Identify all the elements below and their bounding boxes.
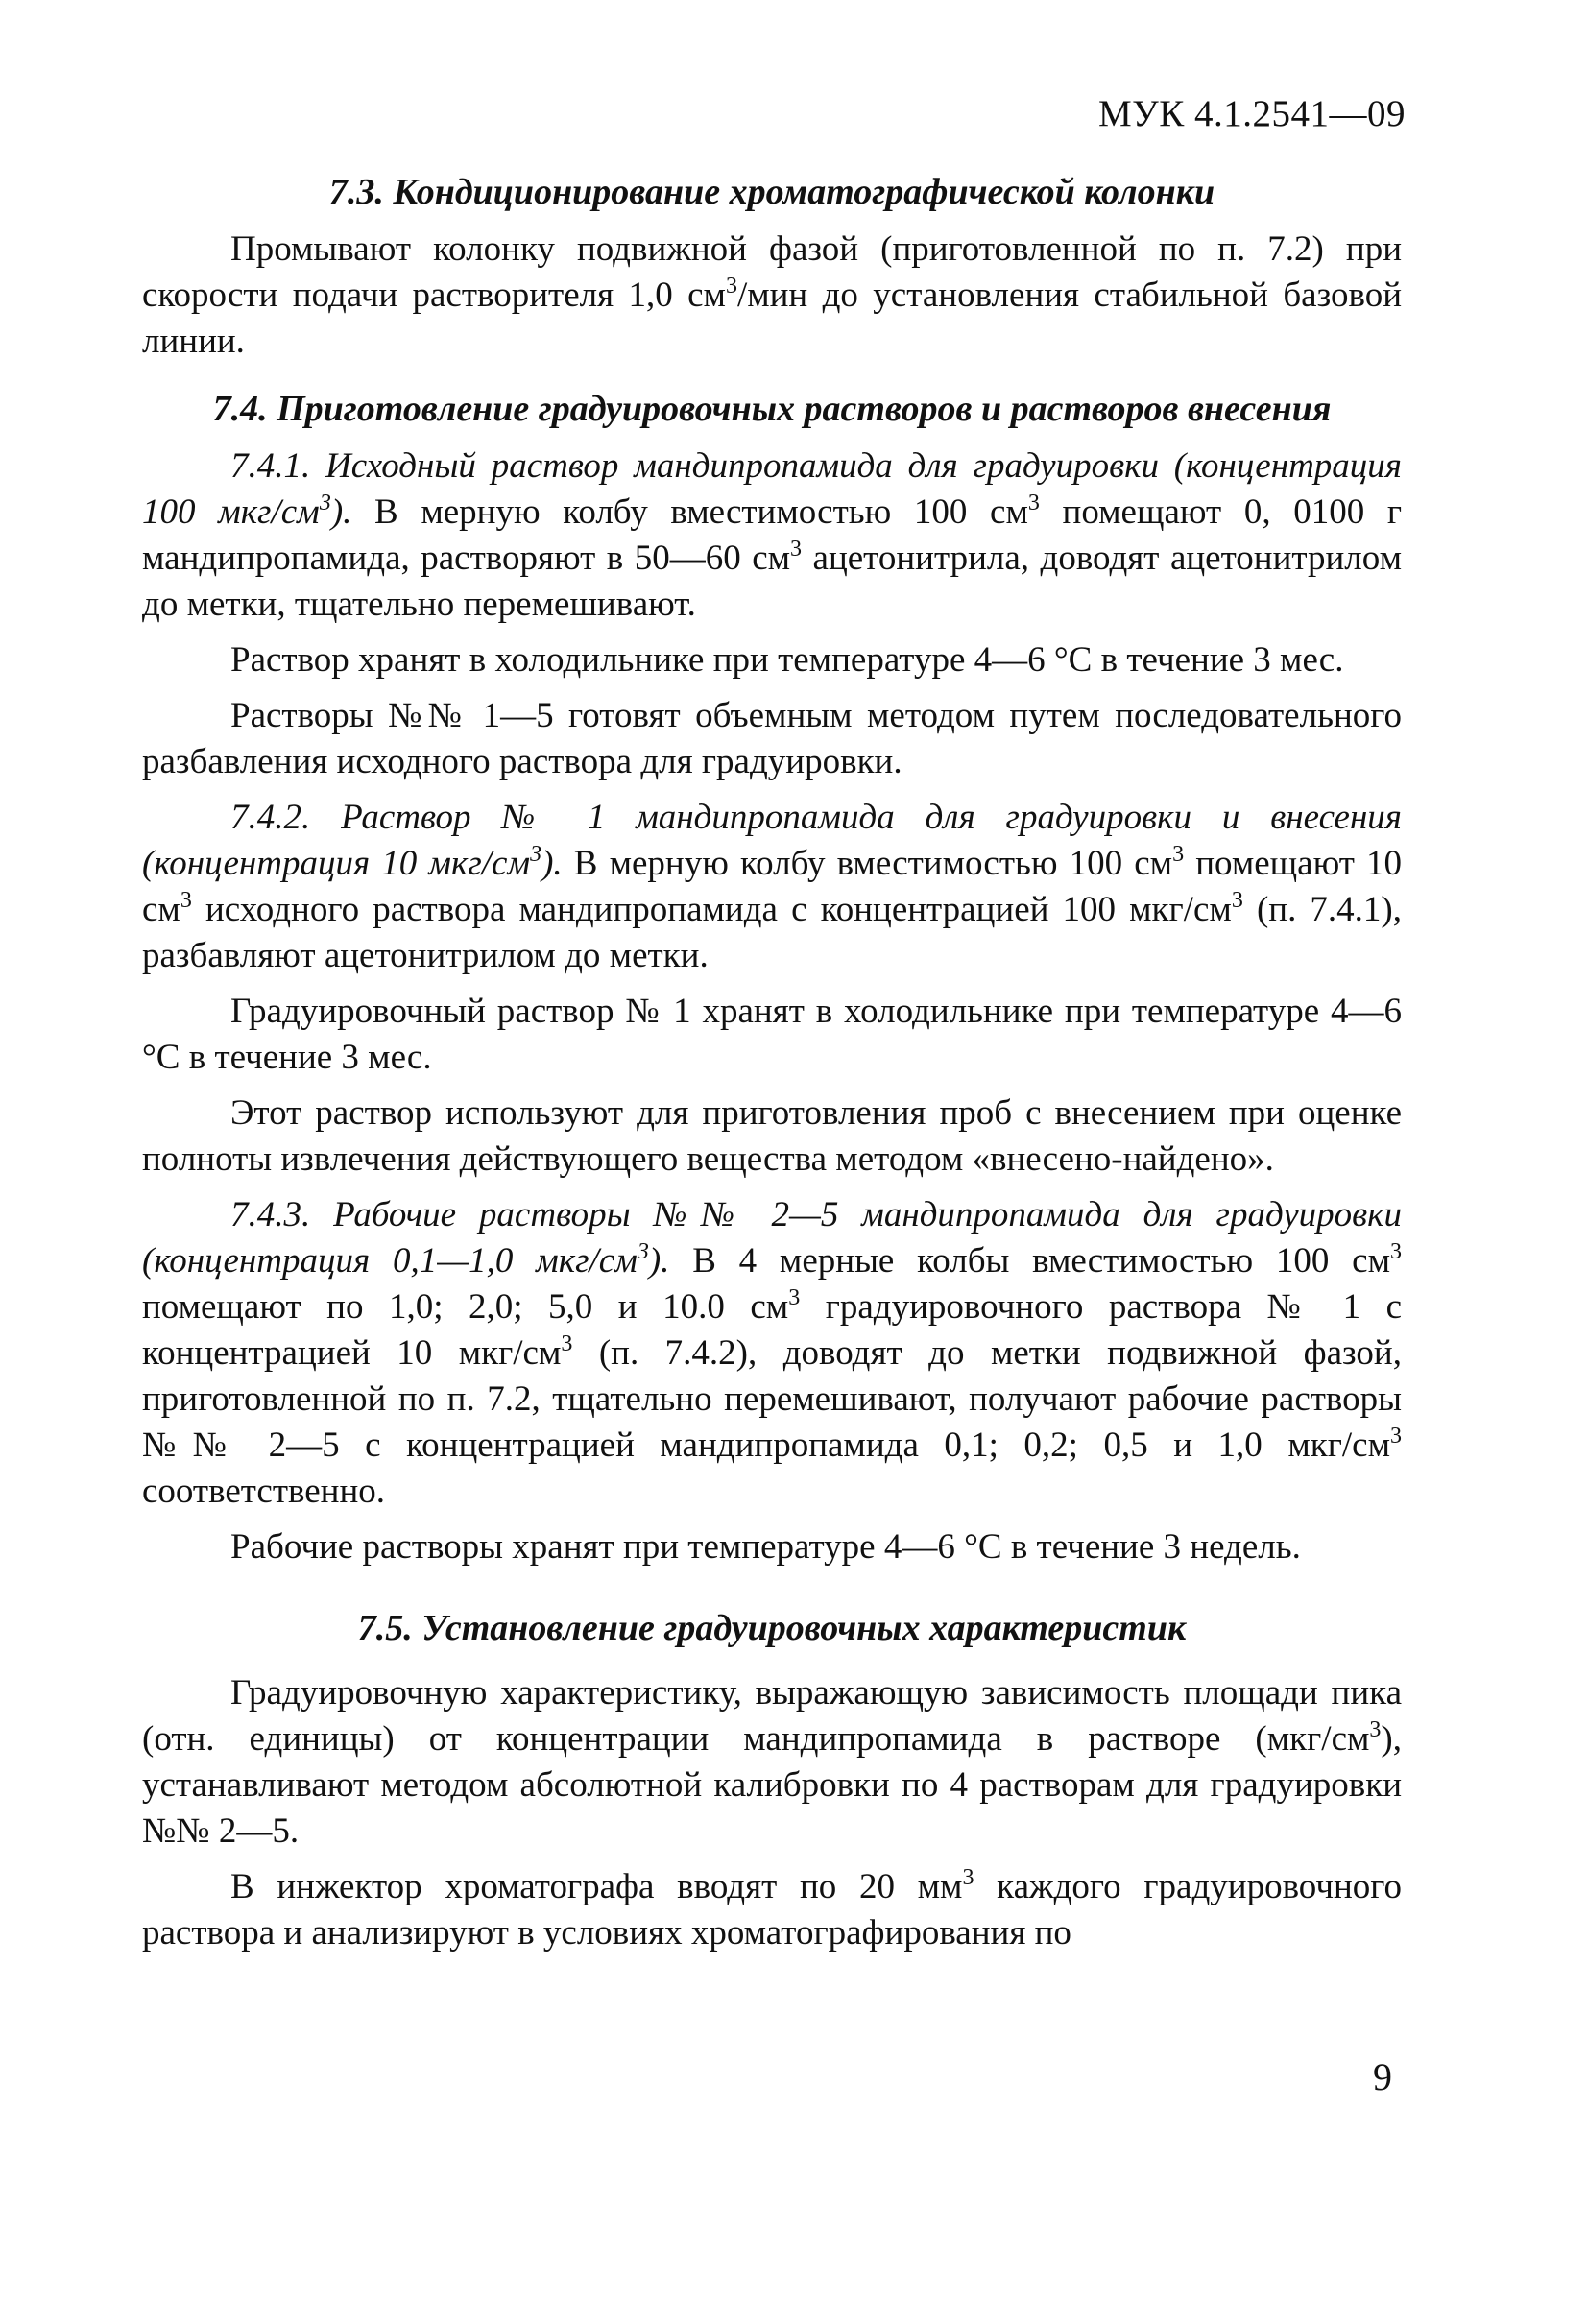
section-7-4-heading: 7.4. Приготовление градуировочных растворов и растворов внесения: [212, 389, 1332, 429]
text-run: помещают 10 см: [142, 844, 1403, 929]
text-run: (п. 7.4.1), разбавляют ацетонитрилом до метки.: [142, 890, 1402, 975]
text-run: В мерную колбу вместимостью 100 см: [351, 492, 1028, 532]
text-run: каждого градуировочного раствора и анализируют в условиях хроматографирования по: [142, 1867, 1403, 1953]
section-7-4-2-paragraph: [142, 795, 1402, 979]
section-7-5-paragraph: [142, 1670, 1402, 1855]
text-run: В 4 мерные колбы вместимостью 100 см: [669, 1241, 1390, 1281]
superscript: 3: [561, 1331, 573, 1356]
page-number: 9: [1373, 2055, 1392, 2098]
dilution-paragraph: Растворы №№ 1—5 готовят объемным методом путем последовательного разбавления исходного раствора для градуировки.: [142, 696, 1402, 781]
storage-paragraph: Градуировочный раствор № 1 хранят в холодильнике при температуре 4—6 °С в течение 3 мес.: [142, 992, 1402, 1077]
superscript: 3: [962, 1865, 974, 1890]
text-run: Градуировочную характеристику, выражающую зависимость площади пика (отн. единицы) от концентрации мандипропамида в растворе (мкг/см: [142, 1673, 1402, 1759]
text-run: помещают по 1,0; 2,0; 5,0 и 10.0 см: [142, 1287, 789, 1327]
text-run: помещают 0, 0100 г мандипропамида, растворяют в 50—60 см: [142, 492, 1403, 578]
text-run: Промывают колонку подвижной фазой (приготовленной по п. 7.2) при скорости подачи растворителя 1,0 см: [142, 229, 1402, 315]
superscript: 3: [1172, 842, 1185, 867]
subsection-7-4-3-title: 7.4.3. Рабочие растворы №№ 2—5 мандипропамида для градуировки (концентрация 0,1—1,0 мкг/см: [142, 1195, 1402, 1281]
superscript: 3: [319, 491, 331, 515]
superscript: 3: [637, 1239, 649, 1264]
superscript: 3: [530, 842, 542, 867]
superscript: 3: [788, 1285, 801, 1310]
superscript: 3: [1027, 491, 1040, 515]
section-7-5-heading: 7.5. Установление градуировочных характеристик: [357, 1608, 1187, 1648]
section-7-4-1-paragraph: [142, 443, 1402, 628]
subsection-7-4-1-title: 7.4.1. Исходный раствор мандипропамида для градуировки (концентрация 100 мкг/см: [142, 446, 1402, 532]
text-run: ацетонитрила, доводят ацетонитрилом до метки, тщательно перемешивают.: [142, 539, 1402, 624]
superscript: 3: [1231, 888, 1243, 913]
text-run: ).: [541, 844, 563, 883]
superscript: 3: [180, 888, 192, 913]
text-run: градуировочного раствора № 1 с концентрацией 10 мкг/см: [142, 1287, 1403, 1373]
superscript: 3: [1369, 1717, 1382, 1742]
section-7-4-3-paragraph: [142, 1192, 1402, 1515]
storage-paragraph: Раствор хранят в холодильнике при температуре 4—6 °С в течение 3 мес.: [230, 640, 1344, 680]
document-code: МУК 4.1.2541—09: [1097, 93, 1406, 134]
text-run: ).: [330, 492, 352, 532]
page-content: [142, 169, 1402, 1956]
usage-paragraph: Этот раствор используют для приготовления проб с внесением при оценке полноты извлечения действующего вещества методом «внесено-найдено».: [142, 1093, 1402, 1179]
section-7-3-paragraph: [142, 227, 1402, 365]
text-run: ).: [648, 1241, 670, 1281]
injection-paragraph: [142, 1864, 1402, 1956]
text-run: ), устанавливают методом абсолютной калибровки по 4 растворам для градуировки №№ 2—5.: [142, 1719, 1402, 1851]
section-7-3-heading: 7.3. Кондиционирование хроматографической колонки: [328, 172, 1215, 212]
superscript: 3: [725, 274, 737, 299]
text-run: В инжектор хроматографа вводят по 20 мм: [230, 1867, 963, 1906]
text-run: исходного раствора мандипропамида с концентрацией 100 мкг/см: [191, 890, 1232, 929]
storage-paragraph: Рабочие растворы хранят при температуре 4—6 °С в течение 3 недель.: [230, 1527, 1301, 1567]
superscript: 3: [1390, 1239, 1402, 1264]
text-run: /мин до установления стабильной базовой линии.: [142, 276, 1403, 361]
subsection-7-4-2-title: 7.4.2. Раствор № 1 мандипропамида для градуировки и внесения (концентрация 10 мкг/см: [142, 798, 1402, 883]
superscript: 3: [1390, 1424, 1402, 1449]
text-run: соответственно.: [142, 1472, 386, 1511]
text-run: В мерную колбу вместимостью 100 см: [562, 844, 1173, 883]
text-run: (п. 7.4.2), доводят до метки подвижной фазой, приготовленной по п. 7.2, тщательно перемешивают, получают рабочие растворы №№ 2—5 с концентрацией мандипропамида 0,1; 0,2; 0,5 и 1,0 мкг/см: [142, 1333, 1402, 1465]
superscript: 3: [790, 537, 803, 562]
